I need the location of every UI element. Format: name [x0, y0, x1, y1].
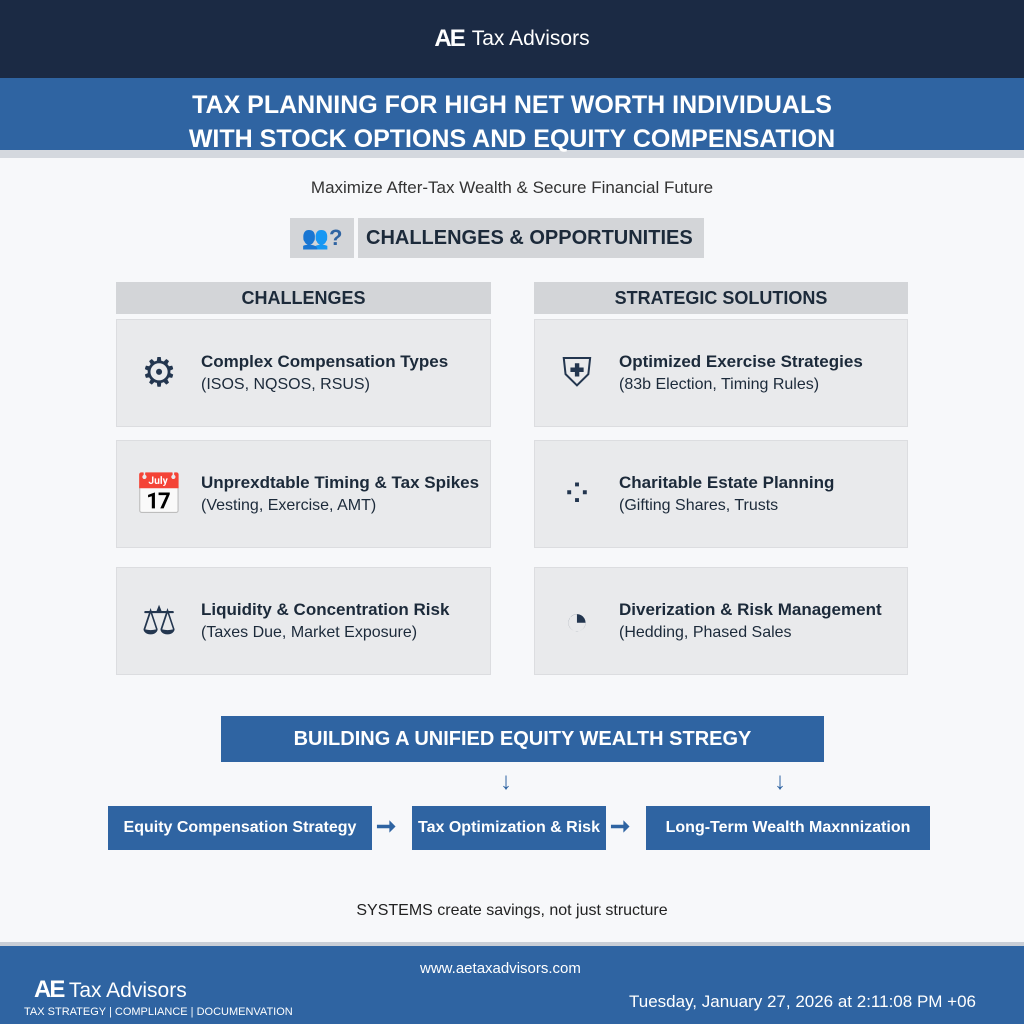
arrow-down-icon: ↓ [500, 768, 512, 795]
card-desc: (ISOS, NQSOS, RSUS) [201, 376, 370, 393]
card-desc: (Hedding, Phased Sales [619, 624, 792, 641]
card-title: Charitable Estate Planning [619, 473, 835, 492]
header [0, 0, 1024, 78]
people-question-icon: 👥? [290, 218, 354, 258]
card-title: Optimized Exercise Strategies [619, 352, 863, 371]
document-gear-icon: ⚙ [141, 351, 177, 395]
website-link[interactable]: www.aetaxadvisors.com [420, 960, 581, 977]
brand-name: Tax Advisors [471, 27, 590, 50]
card-title: Complex Compensation Types [201, 352, 449, 371]
flow-step: Equity Compensation Strategy [108, 806, 372, 850]
solution-card [534, 440, 908, 548]
solution-card [534, 567, 908, 675]
arrow-right-icon: ➞ [610, 813, 631, 840]
subtitle: Maximize After-Tax Wealth & Secure Financial Future [310, 178, 714, 197]
footer-brand [34, 976, 187, 1004]
card-title: Unprexdtable Timing & Tax Spikes [201, 473, 480, 492]
scales-icon: ⚖ [141, 599, 177, 643]
footer-logo: AE [34, 976, 64, 1003]
card-title: Diverization & Risk Management [619, 600, 882, 619]
challenges-heading: CHALLENGES [116, 282, 491, 314]
timestamp: Tuesday, January 27, 2026 at 2:11:08 PM +06 [629, 992, 976, 1011]
flow-step: Long-Term Wealth Maxnnization [646, 806, 930, 850]
card-desc: (Taxes Due, Market Exposure) [201, 624, 418, 641]
arrow-right-icon: ➞ [376, 813, 397, 840]
footer-services: TAX STRATEGY | COMPLIANCE | DOCUMENVATION [24, 1006, 293, 1018]
arrow-down-icon: ↓ [774, 768, 786, 795]
title-banner [0, 78, 1024, 158]
card-desc: (83b Election, Timing Rules) [619, 376, 820, 393]
challenge-card [116, 319, 491, 427]
card-desc: (Gifting Shares, Trusts [619, 497, 779, 514]
strategy-banner: BUILDING A UNIFIED EQUITY WEALTH STREGY [221, 716, 824, 762]
footer [0, 942, 1024, 1024]
network-circles-icon: ⁘ [560, 472, 594, 516]
flow-step: Tax Optimization & Risk [412, 806, 606, 850]
pie-chart-icon: ◔ [564, 598, 590, 643]
section-header [290, 218, 704, 258]
title-line-1: TAX PLANNING FOR HIGH NET WORTH INDIVIDUALS [192, 91, 832, 119]
section-title: CHALLENGES & OPPORTUNITIES [358, 218, 704, 258]
card-title: Liquidity & Concentration Risk [201, 600, 450, 619]
calendar-chart-icon: 📅 [134, 472, 184, 517]
logo: AE [434, 25, 464, 52]
solutions-heading: STRATEGIC SOLUTIONS [534, 282, 908, 314]
card-desc: (Vesting, Exercise, AMT) [201, 497, 377, 514]
challenge-card [116, 440, 491, 548]
solution-card [534, 319, 908, 427]
challenge-card [116, 567, 491, 675]
tagline: SYSTEMS create savings, not just structure [356, 902, 668, 919]
shield-icon: ⛨ [562, 350, 592, 395]
title-line-2: WITH STOCK OPTIONS AND EQUITY COMPENSATION [188, 125, 836, 153]
footer-brand-name: Tax Advisors [68, 979, 187, 1002]
